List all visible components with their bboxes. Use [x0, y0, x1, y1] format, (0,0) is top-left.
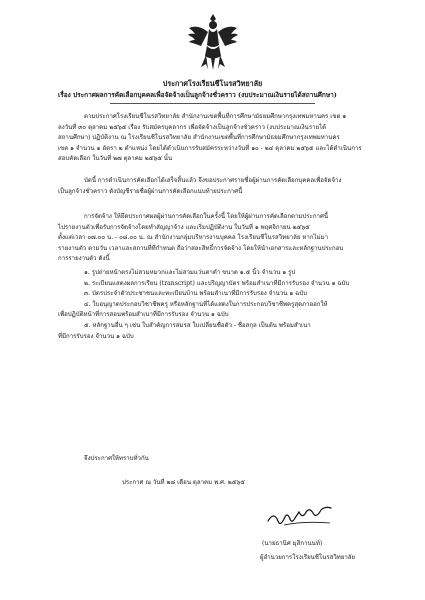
para3-line: ตั้งแต่เวลา ๐๗.๐๐ น. - ๐๘.๐๐ น. ณ สำนักงานกลุ่มบริหารงานบุคคล โรงเรียนชีโนรสวิทยาลัย หากไม่มา [58, 234, 329, 242]
paragraph-1 [58, 112, 362, 165]
paragraph-2 [58, 176, 341, 197]
signature-image [262, 503, 342, 533]
para2-line: บัดนี้ การดำเนินการคัดเลือกได้เสร็จสิ้นแล้ว จึงขอประกาศรายชื่อผู้ผ่านการคัดเลือกบุคคลเพื่อจัดจ้าง [84, 177, 342, 184]
closing-text: จึงประกาศให้ทราบทั่วกัน [84, 455, 149, 462]
announced-date: ประกาศ ณ วันที่ ๒๘ เดือน ตุลาคม พ.ศ. ๒๕๖๕ [122, 479, 245, 486]
paragraph-3 [58, 212, 343, 265]
para2-line: เป็นลูกจ้างชั่วคราว ดังบัญชีรายชื่อผู้ผ่านการคัดเลือกแนบท้ายประกาศนี้ [58, 187, 243, 195]
para1-line: สถานศึกษา) ปฏิบัติงาน ณ โรงเรียนชีโนรสวิทยาลัย สำนักงานเขตพื้นที่การศึกษามัธยมศึกษากรุงเทพมหานคร [58, 134, 340, 142]
document-list [58, 268, 349, 342]
list-item: ๓. บัตรประจำตัวประชาชนและทะเบียนบ้าน พร้อมสำเนาที่มีการรับรอง จำนวน ๑ ฉบับ [84, 290, 308, 298]
para3-line: การรายงานตัว ดังนี้ [58, 255, 110, 263]
list-item: ๔. ใบอนุญาตประกอบวิชาชีพครู หรือหลักฐานที่ได้แสดงในการประกอบวิชาชีพครูสุดภาออกให้ [84, 300, 328, 308]
list-item: ๑. รูปถ่ายหน้าตรงไม่สวมหมวกและไม่สวมแว่นตาดำ ขนาด ๑.๕ นิ้ว จำนวน ๑ รูป [84, 269, 296, 276]
signatory-position: ผู้อำนวยการโรงเรียนชีโนรสวิทยาลัย [260, 554, 356, 561]
list-item: ที่มีการรับรอง จำนวน ๑ ฉบับ [58, 332, 134, 340]
signatory-name: (นายธานิศ มุสิกานนท์) [262, 540, 323, 547]
para1-line: ลงวันที่ ๓๐ ตุลาคม ๒๕๖๕ เรื่อง รับสมัครบุคลากร เพื่อจัดจ้างเป็นลูกจ้างชั่วคราว (งบประมาณเงินรายได้ [58, 123, 327, 131]
para1-line: สอบคัดเลือก ในวันที่ ๒๗ ตุลาคม ๒๕๖๕ นั้น [58, 155, 173, 163]
title-divider [110, 103, 315, 104]
document-subject: เรื่อง ประกาศผลการคัดเลือกบุคคลเพื่อจัดจ้างเป็นลูกจ้างชั่วคราว (งบประมาณเงินรายได้สถานศึกษา) [58, 91, 337, 99]
list-item: เพื่อปฏิบัติหน้าที่การสอนพร้อมสำเนาที่มีการรับรอง จำนวน ๑ ฉบับ [58, 311, 229, 319]
list-item: ๕. หลักฐานอื่น ๆ เช่น ใบสำคัญการสมรส ใบเปลี่ยนชื่อตัว - ชื่อสกุล เป็นต้น พร้อมสำเนา [84, 321, 311, 329]
garuda-emblem-icon [187, 10, 239, 72]
para3-line: การจัดจ้าง ให้ยึดประกาศผลผู้ผ่านการคัดเลือกในครั้งนี้ โดยให้ผู้ผ่านการคัดเลือกตามประกาศนี้ [84, 213, 328, 220]
para3-line: รายงานตัว ตามวัน เวลาและสถานที่ที่กำหนด ถือว่าสละสิทธิ์การจัดจ้าง โดยให้นำเอกสารและหลักฐานประกอบ [58, 244, 344, 252]
list-item: ๒. ระเบียนแสดงผลการเรียน (transcript) และปริญญาบัตร พร้อมสำเนาที่มีการรับรอง จำนวน ๑ ฉบับ [84, 279, 350, 287]
para1-line: ตามประกาศโรงเรียนชีโนรสวิทยาลัย สำนักงานเขตพื้นที่การศึกษามัธยมศึกษากรุงเทพมหานคร เขต ๑ [84, 113, 347, 120]
document-title: ประกาศโรงเรียนชีโนรสวิทยาลัย [162, 79, 263, 88]
para1-line: เขต ๑ จำนวน ๑ อัตรา ๒ ตำแหน่ง โดยได้ดำเนินการรับสมัครระหว่างวันที่ ๑๐ - ๒๔ ตุลาคม ๒๕๖๕ และได้ดำเนินการ [58, 144, 362, 152]
para3-line: ไปรายงานตัวเพื่อรับการจัดจ้างโดยทำสัญญาจ้าง และเริ่มปฏิบัติงาน ในวันที่ ๑ พฤศจิกายน ๒๕๖๕ [58, 223, 310, 231]
